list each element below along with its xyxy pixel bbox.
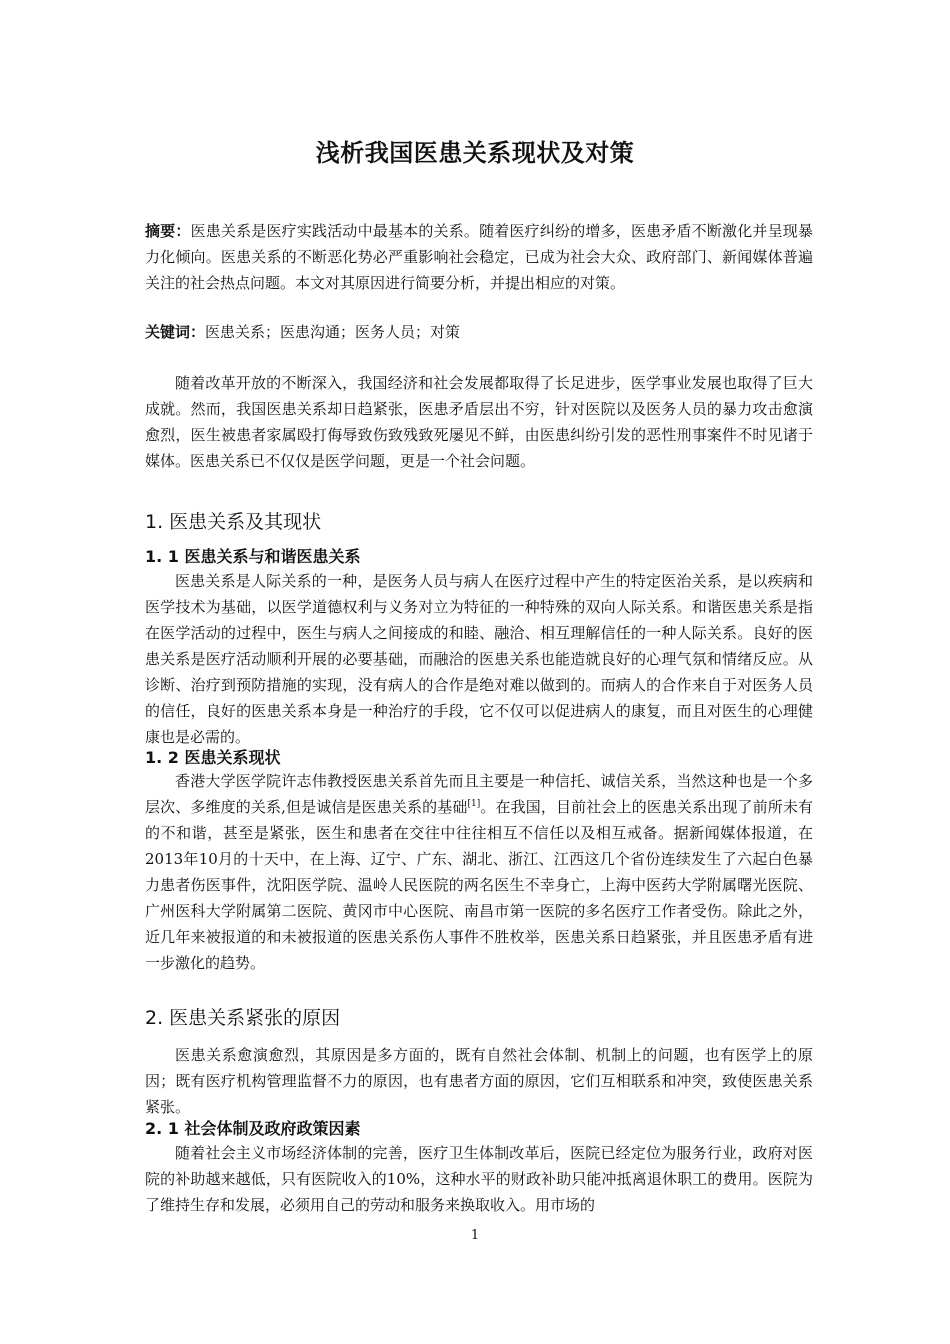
intro-paragraph: 随着改革开放的不断深入，我国经济和社会发展都取得了长足进步，医学事业发展也取得了巨大成就。然而，我国医患关系却日趋紧张，医患矛盾层出不穷，针对医院以及医务人员的暴力攻击愈演愈烈，医生被患者家属殴打侮辱致伤致残致死屡见不鲜，由医患纠纷引发的恶性刑事案件不时见诸于媒体。医患关系已不仅仅是医学问题，更是一个社会问题。 <box>145 374 813 470</box>
keywords-label: 关键词： <box>145 323 206 341</box>
section-1-1-paragraph: 医患关系是人际关系的一种，是医务人员与病人在医疗过程中产生的特定医治关系，是以疾病和医学技术为基础，以医学道德权利与义务对立为特征的一种特殊的双向人际关系。和谐医患关系是指在医学活动的过程中，医生与病人之间接成的和睦、融洽、相互理解信任的一种人际关系。良好的医患关系是医疗活动顺利开展的必要基础，而融洽的医患关系也能造就良好的心理气氛和情绪反应。从诊断、治疗到预防措施的实现，没有病人的合作是绝对难以做到的。而病人的合作来自于对医务人员的信任，良好的医患关系本身是一种治疗的手段，它不仅可以促进病人的康复，而且对医生的心理健康也是必需的。 <box>145 572 813 746</box>
section-2-1-paragraph: 随着社会主义市场经济体制的完善，医疗卫生体制改革后，医院已经定位为服务行业，政府对医院的补助越来越低，只有医院收入的10%，这种水平的财政补助只能冲抵离退休职工的费用。医院为了维持生存和发展，必须用自己的劳动和服务来换取收入。用市场的 <box>145 1144 813 1214</box>
paper-title: 浅析我国医患关系现状及对策 <box>315 139 635 167</box>
citation-ref: [1] <box>467 799 481 809</box>
section-2-paragraph: 医患关系愈演愈烈，其原因是多方面的，既有自然社会体制、机制上的问题，也有医学上的原因；既有医疗机构管理监督不力的原因，也有患者方面的原因，它们互相联系和冲突，致使医患关系紧张。 <box>145 1046 813 1116</box>
section-1-heading: 1. 医患关系及其现状 <box>145 511 322 533</box>
abstract-label: 摘要： <box>145 222 191 240</box>
section-1-2-paragraph <box>145 768 813 976</box>
keywords-text: 医患关系；医患沟通；医务人员；对策 <box>205 323 461 341</box>
page-number: 1 <box>470 1228 480 1243</box>
section-1-2-text-b: 。在我国，目前社会上的医患关系出现了前所未有的不和谐，甚至是紧张，医生和患者在交往中往往相互不信任以及相互戒备。据新闻媒体报道，在2013年10月的十天中，在上海、辽宁、广东、湖北、浙江、江西这几个省份连续发生了六起白色暴力患者伤医事件，沈阳医学院、温岭人民医院的两名医生不幸身亡，上海中医药大学附属曙光医院、广州医科大学附属第二医院、黄冈市中心医院、南昌市第一医院的多名医疗工作者受伤。除此之外，近几年来被报道的和未被报道的医患关系伤人事件不胜枚举，医患关系日趋紧张，并且医患矛盾有进一步激化的趋势。 <box>145 798 813 972</box>
section-1-2-heading: 1. 2 医患关系现状 <box>145 748 281 767</box>
keywords-paragraph <box>145 319 813 345</box>
section-2-heading: 2. 医患关系紧张的原因 <box>145 1007 341 1029</box>
abstract-text: 医患关系是医疗实践活动中最基本的关系。随着医疗纠纷的增多，医患矛盾不断激化并呈现暴力化倾向。医患关系的不断恶化势必严重影响社会稳定，已成为社会大众、政府部门、新闻媒体普遍关注的社会热点问题。本文对其原因进行简要分析，并提出相应的对策。 <box>145 222 813 292</box>
abstract-paragraph <box>145 218 813 296</box>
section-1-1-heading: 1. 1 医患关系与和谐医患关系 <box>145 547 361 566</box>
section-1-2-text-a: 香港大学医学院许志伟教授医患关系首先而且主要是一种信托、诚信关系，当然这种也是一个多层次、多维度的关系,但是诚信是医患关系的基础 <box>145 772 813 816</box>
section-2-1-heading: 2. 1 社会体制及政府政策因素 <box>145 1119 361 1138</box>
